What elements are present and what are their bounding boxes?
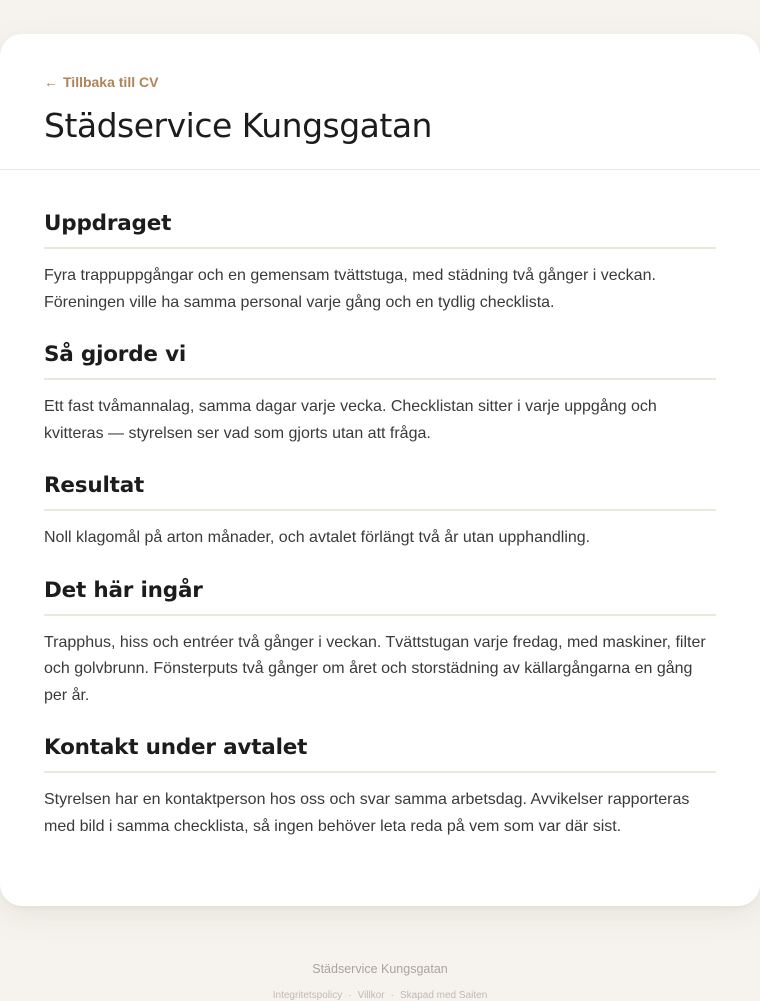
section-text: Fyra trappuppgångar och en gemensam tvättstuga, med städning två gånger i veckan. Föreningen ville ha samma personal varje gång och en tydlig checklista. <box>44 267 656 311</box>
content-card <box>0 34 760 906</box>
page-title: Städservice Kungsgatan <box>44 106 432 145</box>
footer-separator: · <box>348 990 352 1001</box>
section-kontakt <box>44 735 716 840</box>
section-det-har-ingar <box>44 578 716 710</box>
section-heading: Resultat <box>44 473 716 511</box>
footer-link-made-with[interactable]: Skapad med Saiten <box>399 990 488 1001</box>
section-text: Trapphus, hiss och entréer två gånger i veckan. Tvättstugan varje fredag, med maskiner, filter och golvbrunn. Fönsterputs två gånger om året och storstädning av källargångarna en gång per år. <box>44 633 706 704</box>
footer-links <box>0 990 760 1001</box>
footer-link-terms[interactable]: Villkor <box>357 990 385 1001</box>
case-study-body <box>0 170 760 840</box>
site-footer <box>0 962 760 1001</box>
footer-link-privacy[interactable]: Integritetspolicy <box>272 990 343 1001</box>
section-text: Ett fast tvåmannalag, samma dagar varje vecka. Checklistan sitter i varje uppgång och kvitteras — styrelsen ser vad som gjorts utan att fråga. <box>44 398 657 442</box>
section-sa-gjorde-vi <box>44 342 716 447</box>
section-heading: Så gjorde vi <box>44 342 716 380</box>
section-text: Styrelsen har en kontaktperson hos oss och svar samma arbetsdag. Avvikelser rapporteras med bild i samma checklista, så ingen behöver leta reda på vem som var där sist. <box>44 791 690 835</box>
back-to-cv-link[interactable] <box>44 74 158 90</box>
footer-site-name: Städservice Kungsgatan <box>312 962 448 976</box>
section-uppdraget <box>44 211 716 316</box>
section-heading: Kontakt under avtalet <box>44 735 716 773</box>
page-header <box>0 34 760 170</box>
back-link-label: Tillbaka till CV <box>63 74 159 90</box>
footer-separator: · <box>390 990 394 1001</box>
section-resultat <box>44 473 716 552</box>
arrow-left-icon: ← <box>44 74 58 90</box>
section-heading: Det här ingår <box>44 578 716 616</box>
section-text: Noll klagomål på arton månader, och avtalet förlängt två år utan upphandling. <box>44 529 591 546</box>
section-heading: Uppdraget <box>44 211 716 249</box>
